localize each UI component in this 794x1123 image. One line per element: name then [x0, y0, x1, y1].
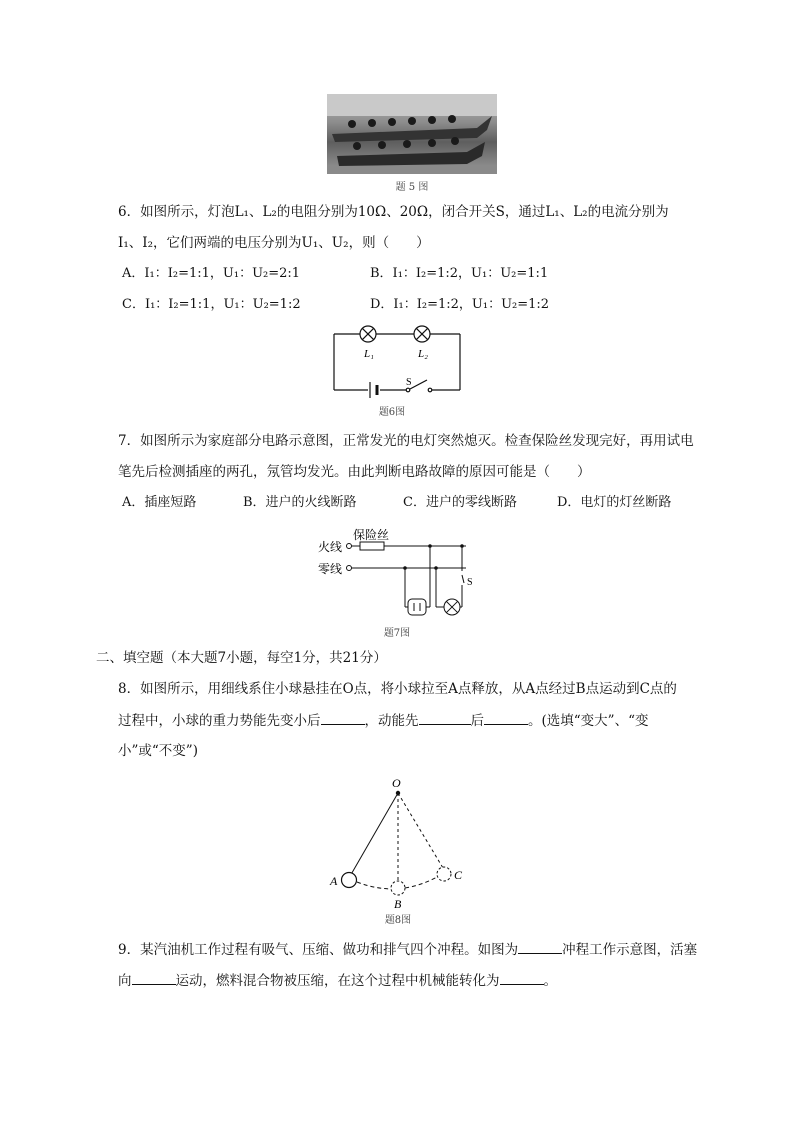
q8-text-a: 过程中，小球的重力势能先变小后	[118, 713, 321, 729]
fig7-household-circuit	[316, 527, 476, 623]
label-o: O	[392, 776, 401, 790]
q6-option-c: C．I₁：I₂=1:1，U₁：U₂=1:2	[122, 297, 301, 312]
socket-icon	[408, 599, 426, 615]
fig5-caption: 题 5 图	[395, 182, 429, 193]
q8-line3: 小”或“不变”)	[118, 743, 198, 759]
lamp-icon	[444, 599, 460, 615]
q7-option-c: C．进户的零线断路	[403, 495, 517, 510]
label-l1: L₁	[364, 348, 374, 360]
fig8-caption: 题8图	[384, 915, 412, 926]
q6-option-b: B．I₁：I₂=1:2，U₁：U₂=1:1	[370, 266, 549, 281]
battery-icon	[370, 382, 377, 398]
section-2-title: 二、填空题（本大题7小题，每空1分，共21分）	[96, 650, 387, 666]
ball-c	[437, 867, 451, 881]
q8-text-c: 后	[470, 713, 484, 729]
q9-text-a: 9．某汽油机工作过程有吸气、压缩、做功和排气四个冲程。如图为	[118, 942, 519, 958]
label-neutral-wire: 零线	[318, 562, 343, 576]
label-l2: L₂	[418, 348, 428, 360]
q9-blank-2[interactable]	[132, 970, 176, 985]
q8-blank-2[interactable]	[419, 710, 471, 725]
q8-text-d: 。(选填“变大”、“变	[528, 713, 649, 729]
fig7-caption: 题7图	[383, 628, 411, 639]
q7-line1: 7．如图所示为家庭部分电路示意图，正常发光的电灯突然熄灭。检查保险丝发现完好，再用试电	[118, 433, 694, 449]
label-live-wire: 火线	[318, 540, 343, 554]
q6-option-d: D．I₁：I₂=1:2，U₁：U₂=1:2	[370, 297, 550, 312]
ball-b	[391, 881, 405, 895]
q9-text-b: 冲程工作示意图，活塞	[562, 942, 698, 958]
q6-line1: 6．如图所示，灯泡L₁、L₂的电阻分别为10Ω、20Ω，闭合开关S，通过L₁、L₂的电流分别为	[118, 204, 669, 220]
label-switch-s: S	[467, 577, 473, 588]
label-s: S	[406, 377, 412, 388]
label-a: A	[330, 874, 338, 888]
q8-line1: 8．如图所示，用细线系住小球悬挂在O点，将小球拉至A点释放，从A点经过B点运动到C点的	[118, 681, 677, 697]
q9-text-d: 运动，燃料混合物被压缩，在这个过程中机械能转化为	[175, 973, 500, 989]
fuse-icon	[360, 542, 384, 550]
lamp-l1-icon	[360, 326, 376, 342]
label-c: C	[454, 868, 463, 882]
q9-line2	[118, 970, 557, 991]
q8-text-b: ，动能先	[364, 713, 419, 729]
fig6-circuit-diagram	[330, 322, 464, 398]
q7-option-d: D．电灯的灯丝断路	[557, 495, 672, 510]
ball-a	[342, 873, 357, 888]
q7-option-b: B．进户的火线断路	[243, 495, 357, 510]
q9-text-e: 。	[543, 973, 557, 989]
label-b: B	[394, 897, 402, 911]
q7-option-a: A．插座短路	[122, 495, 197, 510]
q8-line2	[118, 710, 648, 731]
q7-line2: 笔先后检测插座的两孔，氖管均发光。由此判断电路故障的原因可能是（ ）	[118, 464, 591, 480]
lamp-l2-icon	[414, 326, 430, 342]
fig6-caption: 题6图	[378, 407, 406, 418]
q6-option-a: A．I₁：I₂=1:1，U₁：U₂=2:1	[122, 266, 301, 281]
q8-blank-1[interactable]	[321, 710, 365, 725]
dragon-boat-photo	[327, 94, 497, 174]
q9-blank-3[interactable]	[500, 970, 544, 985]
q9-line1	[118, 939, 697, 960]
q8-blank-3[interactable]	[484, 710, 528, 725]
label-fuse: 保险丝	[353, 528, 390, 542]
fig8-pendulum-diagram	[320, 772, 480, 912]
q9-text-c: 向	[118, 973, 132, 989]
q6-line2: I₁、I₂，它们两端的电压分别为U₁、U₂，则（ ）	[118, 235, 430, 251]
dragon-boat-illustration	[327, 94, 497, 174]
q9-blank-1[interactable]	[518, 939, 562, 954]
